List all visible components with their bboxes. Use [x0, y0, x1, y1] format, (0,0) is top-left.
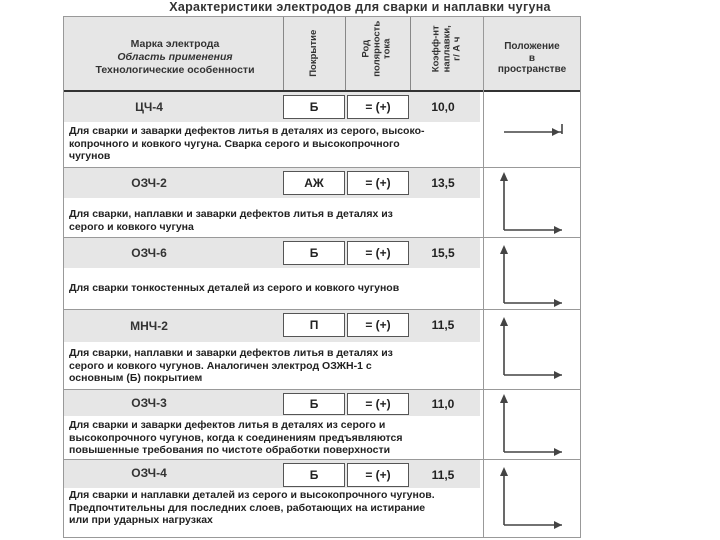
table-row: [64, 92, 480, 168]
desc-line: Для сварки тонкостенных деталей из серого и ковкого чугунов: [69, 282, 400, 294]
header-position-l1: Положение: [504, 41, 560, 52]
desc-line: копрочного и ковкого чугуна. Сварка серого и высокопрочного: [69, 137, 400, 150]
desc-line: высокопрочного чугунов, когда к соединениям предъявляются: [69, 431, 403, 444]
desc-line: повышенные требования по чистоте обработки поверхности: [69, 444, 391, 456]
current-cell: = (+): [347, 171, 409, 195]
coef-cell: 11,0: [431, 397, 455, 411]
desc-line: Для сварки, наплавки и заварки дефектов литья в деталях из: [69, 208, 393, 220]
current-cell: = (+): [347, 241, 409, 265]
electrode-mark: ОЗЧ-4: [131, 466, 167, 480]
coef-cell: 15,5: [431, 246, 455, 260]
page-title: Характеристики электродов для сварки и наплавки чугуна: [169, 0, 551, 14]
desc-line: Для сварки и заварки дефектов литья в деталях из серого и: [69, 419, 386, 431]
header-divider: [345, 17, 346, 91]
table-row: [64, 460, 480, 537]
row-description: [69, 125, 479, 163]
table-row: [64, 238, 480, 310]
header-application-label: Область применения: [117, 51, 233, 63]
header-current: [361, 4, 393, 94]
electrode-mark: ЦЧ-4: [135, 100, 163, 114]
horizontal-vertical-position-icon: [496, 465, 568, 531]
current-cell: = (+): [347, 95, 409, 119]
current-cell: = (+): [347, 463, 409, 487]
coef-cell: 10,0: [431, 100, 455, 114]
desc-line: серого и ковкого чугуна: [69, 220, 194, 233]
table-row: [64, 390, 480, 460]
coef-cell: 11,5: [431, 318, 455, 332]
coating-cell: Б: [283, 463, 345, 487]
row-description: [69, 347, 479, 385]
coef-cell: 13,5: [431, 176, 455, 190]
coating-cell: АЖ: [283, 171, 345, 195]
header-coef-l1: Коэфф-нт: [430, 25, 442, 73]
coating-cell: Б: [283, 393, 345, 415]
horizontal-vertical-position-icon: [496, 170, 568, 236]
header-current-l3: тока: [381, 38, 393, 59]
desc-line: Для сварки и наплавки деталей из серого и высокопрочного чугунов.: [69, 489, 435, 501]
coating-cell: П: [283, 313, 345, 337]
electrode-mark: ОЗЧ-6: [131, 246, 167, 260]
header-coef-l2: наплавки,: [440, 25, 452, 73]
horizontal-position-icon: [500, 116, 570, 140]
electrode-mark: МНЧ-2: [130, 319, 168, 333]
table-row: [64, 310, 480, 390]
header-position: [484, 41, 580, 76]
row-description: [69, 282, 479, 295]
row-description: [69, 208, 479, 233]
header-features-label: Технологические особенности: [95, 64, 255, 76]
horizontal-vertical-position-icon: [496, 315, 568, 381]
coating-cell: Б: [283, 241, 345, 265]
header-mark-label: Марка электрода: [130, 38, 220, 50]
header-coef: [431, 4, 463, 94]
coating-cell: Б: [283, 95, 345, 119]
header-divider: [283, 17, 284, 91]
horizontal-vertical-position-icon: [496, 392, 568, 458]
electrode-mark: ОЗЧ-2: [131, 176, 167, 190]
header-current-l1: Род: [360, 39, 372, 58]
row-description: [69, 419, 479, 457]
desc-line: или при ударных нагрузках: [69, 514, 213, 526]
header-current-l2: полярность: [370, 20, 382, 77]
desc-line: серого и ковкого чугунов. Аналогичен электрод ОЗЖН-1 с: [69, 359, 372, 372]
desc-line: Для сварки, наплавки и заварки дефектов литья в деталях из: [69, 347, 393, 359]
desc-line: чугунов: [69, 150, 111, 162]
electrode-mark: ОЗЧ-3: [131, 396, 167, 410]
desc-line: Предпочтительны для последних слоев, работающих на истирание: [69, 501, 426, 514]
header-coating: Покрытие: [307, 29, 319, 77]
desc-line: Для сварки и заварки дефектов литья в деталях из серого, высоко-: [69, 125, 425, 137]
table-row: [64, 168, 480, 238]
current-cell: = (+): [347, 313, 409, 337]
horizontal-vertical-position-icon: [496, 243, 568, 309]
header-col-mark: [70, 38, 280, 77]
header-divider: [410, 17, 411, 91]
header-coef-l3: г/ А ч: [451, 36, 463, 61]
header-position-l3: пространстве: [497, 64, 567, 75]
current-cell: = (+): [347, 393, 409, 415]
desc-line: основным (Б) покрытием: [69, 372, 203, 384]
header-position-l2: в: [528, 52, 536, 64]
coef-cell: 11,5: [431, 468, 455, 482]
row-description: [69, 489, 479, 527]
